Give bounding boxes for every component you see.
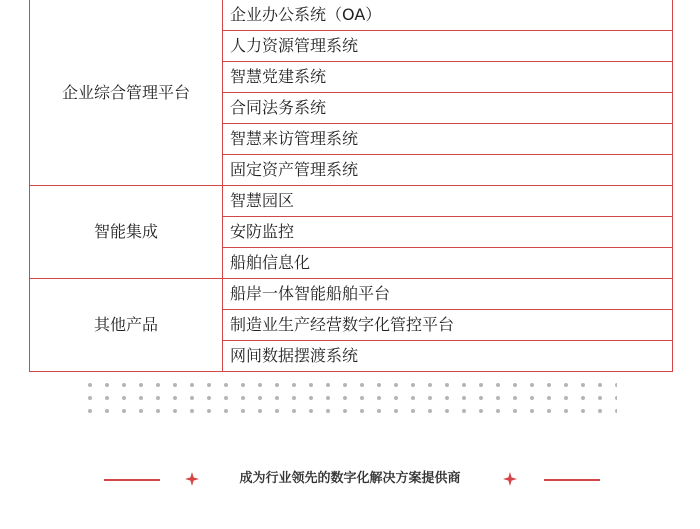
decorative-dot [292, 396, 296, 400]
decorative-dot [275, 409, 279, 413]
table-row [30, 0, 673, 31]
decorative-dot [105, 396, 109, 400]
decorative-dot [309, 383, 313, 387]
decorative-dot [496, 383, 500, 387]
decorative-dot [139, 383, 143, 387]
dot-grid-decoration [87, 382, 617, 414]
decorative-dot [292, 383, 296, 387]
slogan-text: 成为行业领先的数字化解决方案提供商 [239, 471, 461, 486]
decorative-dot [513, 396, 517, 400]
decorative-dot [207, 409, 211, 413]
decorative-dot [547, 409, 551, 413]
decorative-dot [190, 396, 194, 400]
decorative-dot [156, 383, 160, 387]
decorative-dot [462, 383, 466, 387]
product-item-cell: 企业办公系统（OA） [223, 0, 673, 31]
decorative-dot [547, 396, 551, 400]
decorative-dot [207, 396, 211, 400]
decorative-dot [428, 409, 432, 413]
product-item-cell: 网间数据摆渡系统 [223, 341, 673, 372]
decorative-dot [377, 383, 381, 387]
decorative-dot [224, 383, 228, 387]
decorative-dot [360, 396, 364, 400]
decorative-dot [615, 396, 617, 400]
decorative-dot [411, 383, 415, 387]
product-item-cell: 合同法务系统 [223, 93, 673, 124]
decorative-dot [156, 409, 160, 413]
product-item-cell: 船舶信息化 [223, 248, 673, 279]
decorative-dot [513, 409, 517, 413]
category-cell: 其他产品 [30, 279, 223, 372]
decorative-dot [309, 409, 313, 413]
decorative-dot [581, 383, 585, 387]
product-item-cell: 智慧来访管理系统 [223, 124, 673, 155]
product-item-cell: 船岸一体智能船舶平台 [223, 279, 673, 310]
decorative-dot [598, 396, 602, 400]
footer-slogan-bar [0, 466, 700, 492]
decorative-dot [258, 409, 262, 413]
decorative-dot [615, 383, 617, 387]
decorative-dot [258, 383, 262, 387]
product-item-cell: 固定资产管理系统 [223, 155, 673, 186]
decorative-dot [173, 396, 177, 400]
decorative-dot [88, 396, 92, 400]
decorative-dot [343, 383, 347, 387]
decorative-dot [105, 383, 109, 387]
decorative-dot [360, 409, 364, 413]
decorative-dot [377, 396, 381, 400]
divider-line-left [104, 479, 160, 481]
decorative-dot [224, 409, 228, 413]
decorative-dot [462, 396, 466, 400]
decorative-dot [241, 409, 245, 413]
decorative-dot [564, 396, 568, 400]
decorative-dot [275, 383, 279, 387]
decorative-dot [394, 396, 398, 400]
table-row [30, 279, 673, 310]
decorative-dot [326, 396, 330, 400]
product-item-cell: 智慧园区 [223, 186, 673, 217]
category-cell: 智能集成 [30, 186, 223, 279]
decorative-dot [258, 396, 262, 400]
decorative-dot [377, 409, 381, 413]
decorative-dot [581, 396, 585, 400]
decorative-dot [207, 383, 211, 387]
product-table [29, 0, 673, 372]
decorative-dot [122, 396, 126, 400]
decorative-dot [190, 383, 194, 387]
decorative-dot [445, 396, 449, 400]
decorative-dot [394, 409, 398, 413]
sparkle-star-icon [502, 471, 518, 487]
decorative-dot [411, 409, 415, 413]
decorative-dot [292, 409, 296, 413]
decorative-dot [190, 409, 194, 413]
decorative-dot [462, 409, 466, 413]
product-item-cell: 制造业生产经营数字化管控平台 [223, 310, 673, 341]
decorative-dot [530, 396, 534, 400]
decorative-dot [411, 396, 415, 400]
decorative-dot [156, 396, 160, 400]
decorative-dot [122, 383, 126, 387]
decorative-dot [598, 409, 602, 413]
decorative-dot [105, 409, 109, 413]
product-item-cell: 人力资源管理系统 [223, 31, 673, 62]
decorative-dot [581, 409, 585, 413]
table-row [30, 186, 673, 217]
decorative-dot [445, 383, 449, 387]
decorative-dot [598, 383, 602, 387]
decorative-dot [360, 383, 364, 387]
decorative-dot [496, 396, 500, 400]
decorative-dot [122, 409, 126, 413]
decorative-dot [564, 409, 568, 413]
decorative-dot [173, 383, 177, 387]
decorative-dot [241, 383, 245, 387]
decorative-dot [428, 383, 432, 387]
decorative-dot [88, 409, 92, 413]
decorative-dot [394, 383, 398, 387]
sparkle-star-icon [184, 471, 200, 487]
decorative-dot [564, 383, 568, 387]
decorative-dot [428, 396, 432, 400]
product-item-cell: 安防监控 [223, 217, 673, 248]
decorative-dot [326, 383, 330, 387]
decorative-dot [88, 383, 92, 387]
decorative-dot [547, 383, 551, 387]
decorative-dot [530, 383, 534, 387]
decorative-dot [343, 409, 347, 413]
product-item-cell: 智慧党建系统 [223, 62, 673, 93]
decorative-dot [139, 409, 143, 413]
divider-line-right [544, 479, 600, 481]
decorative-dot [513, 383, 517, 387]
decorative-dot [479, 396, 483, 400]
decorative-dot [326, 409, 330, 413]
decorative-dot [615, 409, 617, 413]
decorative-dot [530, 409, 534, 413]
decorative-dot [496, 409, 500, 413]
decorative-dot [275, 396, 279, 400]
decorative-dot [479, 409, 483, 413]
decorative-dot [309, 396, 313, 400]
decorative-dot [241, 396, 245, 400]
decorative-dot [479, 383, 483, 387]
decorative-dot [445, 409, 449, 413]
category-cell: 企业综合管理平台 [30, 0, 223, 186]
decorative-dot [173, 409, 177, 413]
decorative-dot [343, 396, 347, 400]
decorative-dot [139, 396, 143, 400]
decorative-dot [224, 396, 228, 400]
